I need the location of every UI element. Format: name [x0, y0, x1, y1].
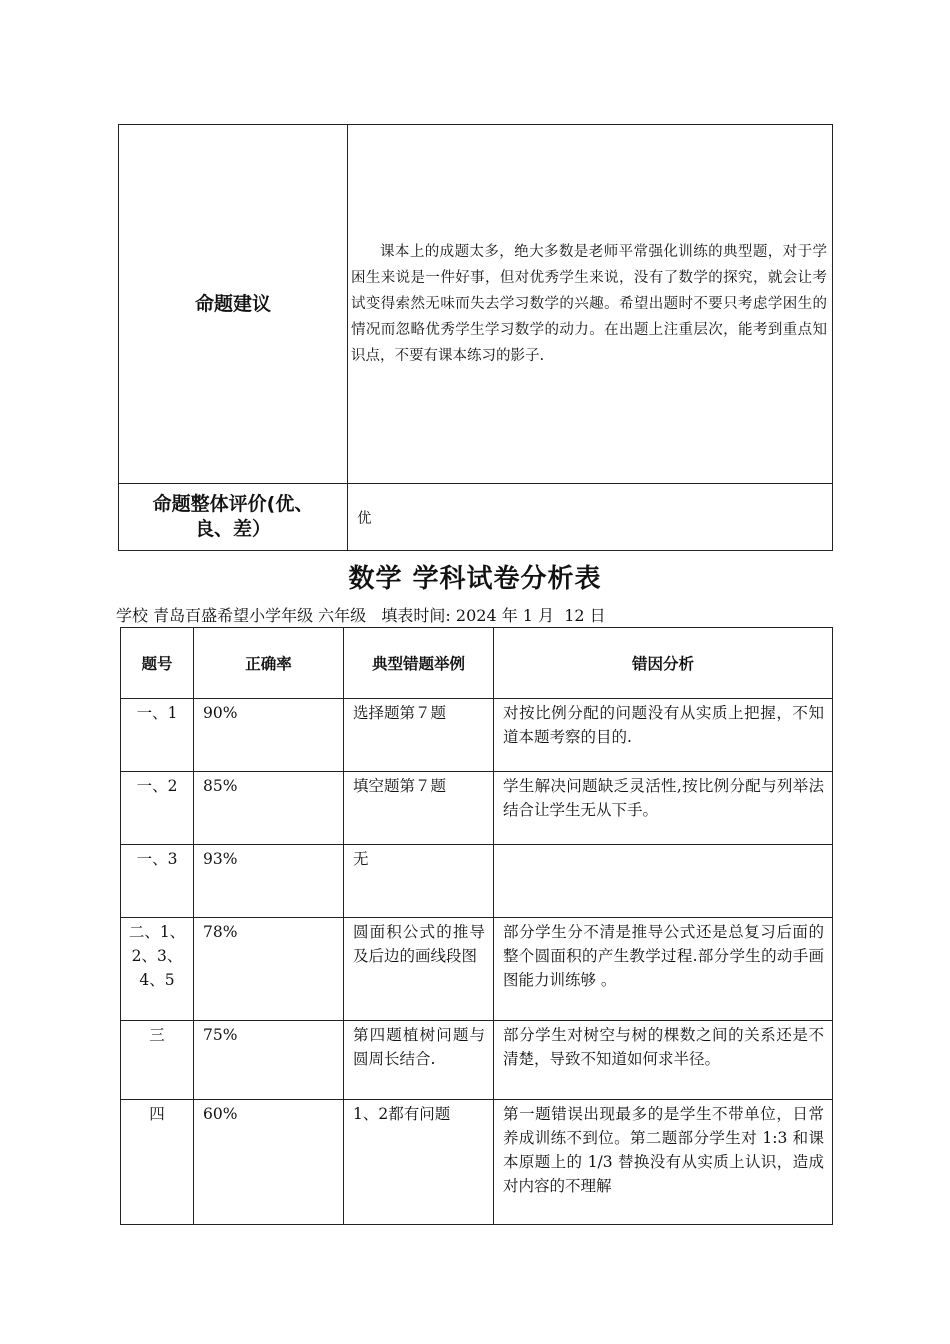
accuracy: 78%	[194, 918, 344, 1021]
typical-error: 选择题第７题	[344, 699, 494, 772]
table-row	[121, 918, 833, 1021]
proposal-table	[118, 124, 833, 551]
header-typical-error: 典型错题举例	[344, 628, 494, 699]
accuracy: 90%	[194, 699, 344, 772]
question-no: 二、1、2、3、4、5	[121, 918, 194, 1021]
overall-cell	[348, 484, 833, 551]
suggestion-label: 命题建议	[119, 125, 348, 484]
header-accuracy: 正确率	[194, 628, 344, 699]
table-row	[121, 699, 833, 772]
overall-value: 优	[357, 510, 372, 527]
question-no: 三	[121, 1021, 194, 1100]
table-row	[121, 772, 833, 845]
overall-label-line2: 良、差）	[194, 518, 271, 540]
error-cause: 第一题错误出现最多的是学生不带单位，日常养成训练不到位。第二题部分学生对 1:3 和课本原题上的 1/3 替换没有从实质上认识，造成对内容的不理解	[494, 1100, 833, 1225]
overall-row	[119, 484, 833, 551]
analysis-table	[120, 627, 833, 1225]
accuracy: 75%	[194, 1021, 344, 1100]
question-no: 一、3	[121, 845, 194, 918]
question-no: 一、1	[121, 699, 194, 772]
table-row	[121, 845, 833, 918]
accuracy: 93%	[194, 845, 344, 918]
accuracy: 85%	[194, 772, 344, 845]
suggestion-cell	[348, 125, 833, 484]
error-cause: 部分学生分不清是推导公式还是总复习后面的整个圆面积的产生教学过程.部分学生的动手画图能力训练够 。	[494, 918, 833, 1021]
error-cause: 对按比例分配的问题没有从实质上把握，不知道本题考察的目的.	[494, 699, 833, 772]
typical-error: 填空题第７题	[344, 772, 494, 845]
error-cause	[494, 845, 833, 918]
header-question-no: 题号	[121, 628, 194, 699]
error-cause: 部分学生对树空与树的棵数之间的关系还是不清楚，导致不知道如何求半径。	[494, 1021, 833, 1100]
typical-error: 1、2都有问题	[344, 1100, 494, 1225]
typical-error: 无	[344, 845, 494, 918]
typical-error: 圆面积公式的推导及后边的画线段图	[344, 918, 494, 1021]
error-cause: 学生解决问题缺乏灵活性,按比例分配与列举法结合让学生无从下手。	[494, 772, 833, 845]
table-row	[121, 1021, 833, 1100]
accuracy: 60%	[194, 1100, 344, 1225]
question-no: 一、2	[121, 772, 194, 845]
typical-error: 第四题植树问题与圆周长结合.	[344, 1021, 494, 1100]
question-no: 四	[121, 1100, 194, 1225]
overall-label-line1: 命题整体评价(优、	[152, 493, 314, 515]
header-row	[121, 628, 833, 699]
suggestion-row	[119, 125, 833, 484]
header-error-cause: 错因分析	[494, 628, 833, 699]
school-info: 学校 青岛百盛希望小学年级 六年级 填表时间: 2024 年 1 月 12 日	[116, 606, 606, 625]
table-row	[121, 1100, 833, 1225]
overall-label	[119, 484, 348, 551]
page-title: 数学 学科试卷分析表	[348, 564, 602, 594]
suggestion-text: 课本上的成题太多，绝大多数是老师平常强化训练的典型题，对于学困生来说是一件好事，但对优秀学生来说，没有了数学的探究，就会让考试变得索然无味而失去学习数学的兴趣。希望出题时不要只考虑学困生的情况而忽略优秀学生学习数学的动力。在出题上注重层次，能考到重点知识点，不要有课本练习的影子.	[351, 244, 827, 364]
